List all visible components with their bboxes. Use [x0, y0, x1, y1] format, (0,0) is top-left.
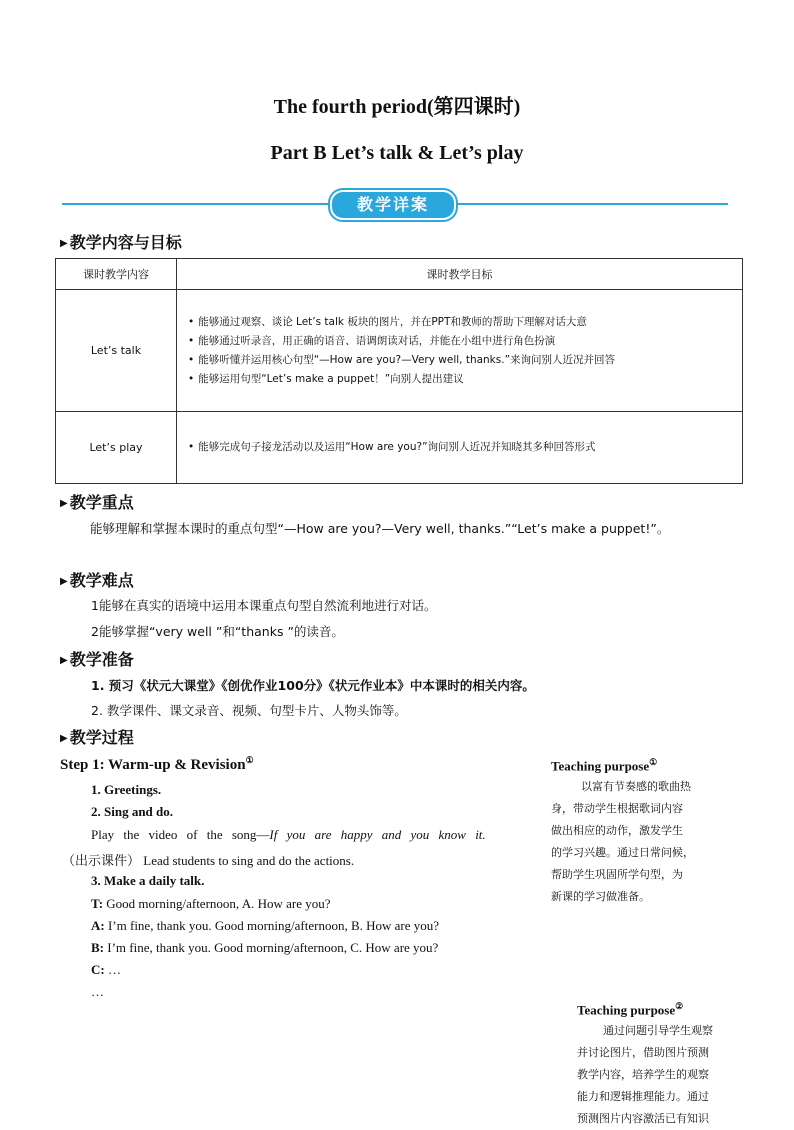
- preparation-item: 2. 教学课件、课文录音、视频、句型卡片、人物头饰等。: [91, 703, 407, 718]
- step-item-courseware: （出示课件） Lead students to sing and do the actions.: [62, 853, 355, 868]
- side-note: [577, 1001, 757, 1130]
- banner-line-left: [62, 203, 330, 205]
- step-item-greetings: 1. Greetings.: [91, 782, 162, 797]
- section-heading-content-goals: ▶ 教学内容与目标: [60, 233, 182, 252]
- page-subtitle: Part B Let’s talk & Let’s play: [270, 142, 524, 164]
- section-heading-key-points: ▶ 教学重点: [60, 493, 134, 512]
- step-item-sing: 2. Sing and do.: [91, 804, 174, 819]
- step-item-video-line: Play the video of the song—If you are happy and you know it.: [91, 827, 486, 842]
- side-note-title: Teaching purpose②: [577, 1001, 684, 1018]
- table-cell-goals: [177, 290, 743, 412]
- table-cell-goals: [177, 412, 743, 484]
- dialogue-ellipsis: …: [91, 984, 104, 999]
- table-row: [56, 290, 743, 412]
- dialogue-line: T: Good morning/afternoon, A. How are you?: [91, 896, 331, 911]
- triangle-icon: ▶: [60, 498, 68, 509]
- difficulty-item: 2能够掌握“very well ”和“thanks ”的读音。: [91, 624, 344, 639]
- step1-title: Step 1: Warm-up & Revision①: [60, 755, 254, 773]
- side-note-text: 通过问题引导学生观察 并讨论图片，借助图片预测 教学内容，培养学生的观察 能力和逻辑推理能力。通过 预测图片内容激活已有知识: [577, 1024, 713, 1126]
- goal-item: • 能够通过观察、谈论 Let’s talk 板块的图片，并在PPT和教师的帮助下理解对话大意: [188, 313, 741, 332]
- goal-item: • 能够完成句子接龙活动以及运用“How are you?”询问别人近况并知晓其多种回答形式: [188, 438, 741, 457]
- table-header-goals: 课时教学目标: [177, 259, 743, 290]
- difficulty-item: 1能够在真实的语境中运用本课重点句型自然流利地进行对话。: [91, 598, 437, 613]
- section-heading-difficulties: ▶ 教学难点: [60, 571, 134, 590]
- preparation-item: 1. 预习《状元大课堂》《创优作业100分》《状元作业本》中本课时的相关内容。: [91, 678, 535, 693]
- song-title: If you are happy and you know it.: [269, 827, 486, 842]
- triangle-icon: ▶: [60, 576, 68, 587]
- page-title: The fourth period(第四课时): [273, 96, 521, 118]
- table-row: [56, 412, 743, 484]
- table-cell-content: Let’s play: [56, 412, 177, 484]
- table-header-content: 课时教学内容: [56, 259, 177, 290]
- goal-item: • 能够通过听录音，用正确的语音、语调朗读对话，并能在小组中进行角色扮演: [188, 332, 741, 351]
- side-note-text: 以富有节奏感的歌曲热 身，带动学生根据歌词内容 做出相应的动作，激发学生 的学习兴趣。通过日常问候， 帮助学生巩固所学句型，为 新课的学习做准备。: [551, 780, 694, 904]
- goal-item: • 能够运用句型“Let’s make a puppet！”向别人提出建议: [188, 370, 741, 389]
- table-header-row: [56, 259, 743, 290]
- banner-line-right: [456, 203, 728, 205]
- section-badge: 教学详案: [330, 190, 456, 220]
- dialogue-line: A: I’m fine, thank you. Good morning/afternoon, B. How are you?: [91, 918, 440, 933]
- side-note: [551, 757, 731, 908]
- triangle-icon: ▶: [60, 655, 68, 666]
- goal-item: • 能够听懂并运用核心句型“—How are you?—Very well, thanks.”来询问别人近况并回答: [188, 351, 741, 370]
- goals-table: [55, 258, 743, 484]
- section-heading-preparation: ▶ 教学准备: [60, 650, 134, 669]
- triangle-icon: ▶: [60, 733, 68, 744]
- step-item-daily-talk: 3. Make a daily talk.: [91, 873, 205, 888]
- dialogue-line: B: I’m fine, thank you. Good morning/afternoon, C. How are you?: [91, 940, 439, 955]
- section-heading-process: ▶ 教学过程: [60, 728, 134, 747]
- footnote-mark: ①: [245, 755, 254, 765]
- triangle-icon: ▶: [60, 238, 68, 249]
- dialogue-line: C: …: [91, 962, 121, 977]
- table-cell-content: Let’s talk: [56, 290, 177, 412]
- key-points-text: 能够理解和掌握本课时的重点句型“—How are you?—Very well, thanks.”“Let’s make a puppet!”。: [90, 521, 670, 536]
- side-note-title: Teaching purpose①: [551, 757, 658, 774]
